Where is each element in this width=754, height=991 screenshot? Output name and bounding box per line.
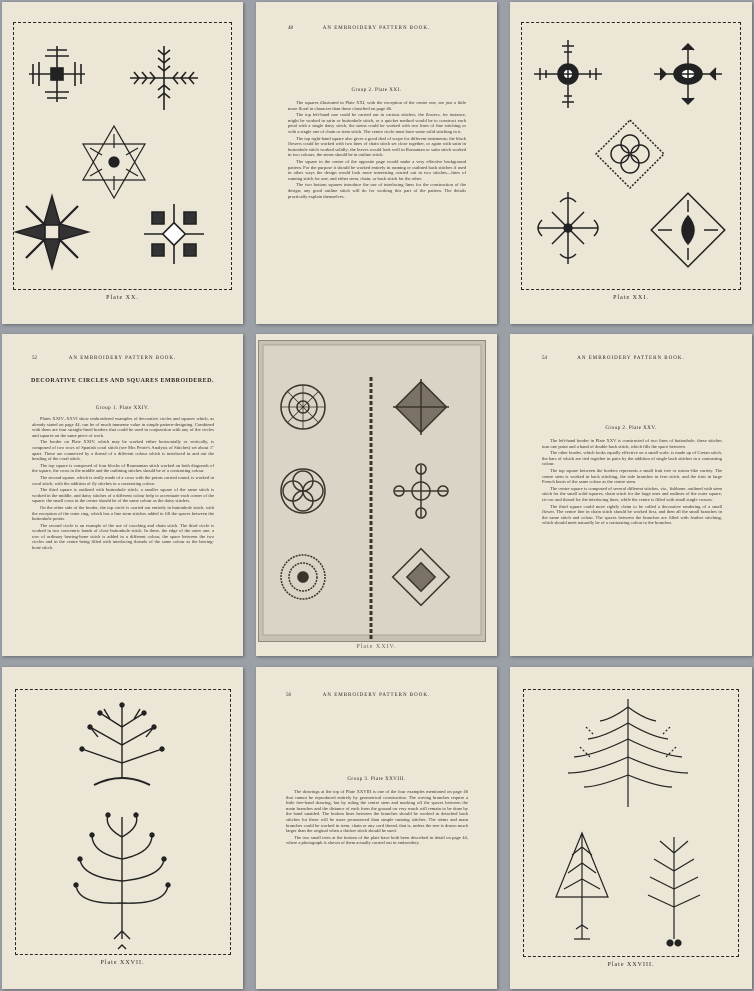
- paragraph: The top left-hand one could be carried out in various stitches; the flowers, for instance, might be worked in satin or buttonhole stitch, or a quicker method would be to construct each petal with a single daisy stitch, the stems could be worked with two lines of fine stitching or with a single one of chain or stem stitch. The centre circle must have some solid stitching in it.: [288, 112, 466, 134]
- plate-xxviii-trees-illustration: [510, 667, 752, 989]
- plate-caption: Plate XXVIII.: [607, 962, 655, 968]
- paragraph: Plates XXIV–XXVI show embroidered examples of decorative circles and squares which, as already stated on page 44, can be of much immense value in simple pattern-designing. Combined with them are four straight-lined borders that could be used in conjunction with any of the circles and squares on the same piece of work.: [32, 416, 214, 438]
- paragraph: The third square could more rightly claim to be called a decorative rendering of a small flower. The centre line in chain stitch should be worked first, and then all the small branches in the same stitch and colour. The spaces between the branches are filled with feather stitching, which should meet naturally be of a contrasting colour to the branches.: [542, 503, 722, 526]
- paragraph: The other border, which looks equally effective on a small scale, is made up of Cretan stitch, the bars of which are tied together in pairs by the addition of single back stitches in a contrasting colour.: [542, 450, 722, 467]
- plate-xxi-squares-illustration: [510, 2, 752, 324]
- paragraph: The squares illustrated in Plate XXI, with the exception of the centre one, are just a little more floral in character than those classified on page 46.: [288, 100, 466, 111]
- section-subheading: Group 2. Plate XXI.: [351, 88, 402, 93]
- paragraph: The third square is outlined with buttonhole stitch, a smaller square of the same stitch is worked in the middle, and daisy stitches of a different colour help to accentuate each corner of the square; the small cross in the centre should be of the same colour as the daisy stitches.: [32, 487, 214, 504]
- page-plate-28: [510, 667, 752, 989]
- running-head: AN EMBROIDERY PATTERN BOOK.: [322, 26, 431, 31]
- plate-xx-squares-illustration: [2, 2, 243, 324]
- section-subheading: Group 2. Plate XXV.: [605, 426, 657, 431]
- running-head: AN EMBROIDERY PATTERN BOOK.: [577, 356, 685, 361]
- paragraph: On the other side of the border, the top circle is carried out entirely in buttonhole stitch, with the exception of the outer ring, which has a line stem stitches added to fill the spaces between the buttonhole points.: [32, 504, 214, 522]
- body-text: [542, 438, 722, 527]
- page-group-3-plate-28: [256, 667, 497, 989]
- paragraph: The border on Plate XXIV, which may be worked either horizontally or vertically, is composed of two rows of Spanish coral stitch (see Mrs Petrie's Analysis of Stitches) set about 1" apart. These are connected by a thread of a different colour which is interlaced in and out the heading of the coral stitch.: [32, 439, 214, 462]
- page-group-2-plate-21: [256, 2, 497, 324]
- chapter-title: DECORATIVE CIRCLES AND SQUARES EMBROIDERED.: [31, 378, 214, 384]
- page-plate-21: [510, 2, 752, 324]
- paragraph: The second circle is an example of the use of couching and chain stitch. The third circle is worked in two concentric bands of close buttonhole stitch. In these, the edge of the outer one, a row of ordinary herring-bone stitch is added in a different colour, the space between the two circles and in the centre being filled with interlacing threads of the same colour as the herring-bone stitch.: [32, 522, 214, 551]
- paragraph: The second square, which is really made of a cross with the points carried round, is worked in coral stitch, with the addition of fly stitches in a contrasting colour.: [32, 474, 214, 486]
- page-group-2-plate-25: [510, 334, 752, 656]
- paragraph: The square in the centre of the opposite page would make a very effective background pattern. For the purpose it should be worked entirely in running or outlined back stitches if used in other ways the design would look more interesting carried out in two stitches—lines of running stitch for one, and either stem, chain, or back stitch for the other.: [288, 158, 466, 181]
- page-plate-20: [2, 2, 243, 324]
- paragraph: The two bottom squares introduce the use of interlacing lines for the construction of the design; any good outline stitch will do for working this part of the pattern. The details practically explain themselves.: [288, 182, 466, 199]
- paragraph: The top right-hand square also gives a good deal of scope for different treatments; the black flowers could be worked with two lines of chain stitch set close together, or again with satin in buttonhole stitch worked solidly; the leaves would look well in Romanian or satin stitch worked in two colours, the stems should be in outline stitch.: [288, 135, 466, 158]
- plate-caption: Plate XXI.: [613, 295, 649, 301]
- plate-caption: Plate XXIV.: [356, 644, 397, 650]
- plate-xxvii-trees-illustration: [2, 667, 243, 989]
- section-subheading: Group 1. Plate XXIV.: [95, 406, 150, 411]
- page-number: 54: [542, 356, 547, 361]
- page-number: 56: [286, 693, 291, 698]
- body-text: [288, 100, 466, 200]
- paragraph: The drawings at the top of Plate XXVIII is one of the four examples mentioned on page 46 that cannot be reproduced entirely by geometrical construction. The waving branches require a little free-hand drawing, but by ruling the centre stem and marking off the spaces between the main branches and the distance of each from the ground on very much will remain to be done by the hand unaided. The broken lines between the branches should be worked in detached back stitches for these will be more pronounced than simple running stitches. The stems and main branches could be worked in stem, chain or any cord thread, that is, unless the tree is drawn much larger than the original when a thicker stitch should be used.: [286, 789, 468, 834]
- page-plate-24-photo: [256, 334, 497, 656]
- embroidered-sampler-photo: [258, 340, 486, 642]
- plate-caption: Plate XXVII.: [100, 960, 145, 966]
- paragraph: The centre square is composed of several different stitches, viz., fishbone, outlined with stem stitch for the small solid squares, chain stitch for the large ones and outlines of the outer square, ric-rac and thread for the interlacing lines, while the centre is filled with small single crosses.: [542, 485, 722, 502]
- paragraph: The top square is composed of four blocks of Roumanian stitch worked on both diagonals of the square, the cross in the middle and the outlining stitches should be of a contrasting colour.: [32, 462, 214, 474]
- running-head: AN EMBROIDERY PATTERN BOOK.: [68, 356, 177, 361]
- page-number: 48: [288, 26, 293, 31]
- body-text: [32, 416, 214, 552]
- plate-caption: Plate XX.: [106, 295, 139, 301]
- page-plate-27: [2, 667, 243, 989]
- paragraph: The two small trees at the bottom of the plate have both been described in detail on page 44, where a photograph is shown of them actually carried out in embroidery.: [286, 834, 468, 846]
- page-number: 52: [32, 356, 37, 361]
- paragraph: The left-hand border in Plate XXV is constructed of two lines of buttonhole, these stitches turn one point and a band of double back stitch, which fills the space between.: [542, 438, 722, 449]
- paragraph: The top square between the borders represents a small fruit tree or mirror-like variety. The centre stem is worked in back stitching, the side branches in fern stitch, and the fruit in large French knots of the same colour as the centre stem.: [542, 467, 722, 485]
- sampler-motifs: [259, 341, 485, 641]
- page-decorative-circles: [2, 334, 243, 656]
- running-head: AN EMBROIDERY PATTERN BOOK.: [322, 693, 431, 698]
- section-subheading: Group 3. Plate XXVIII.: [347, 777, 406, 782]
- body-text: [286, 789, 468, 847]
